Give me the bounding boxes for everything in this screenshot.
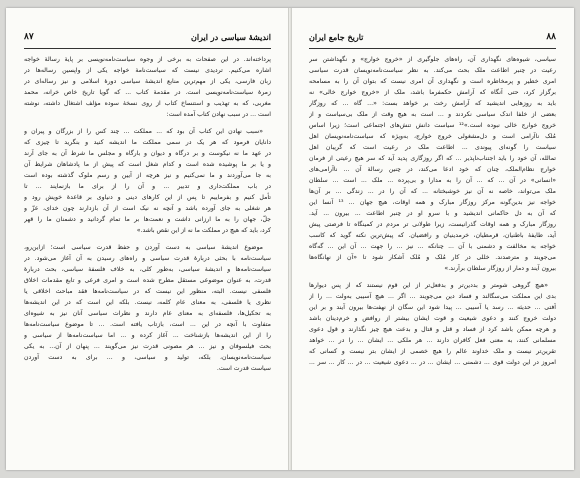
text-line: که آن به دل حاکمانی اندیشید و با سرو او در چنبر اطاعت ... بیرون ... آید. <box>309 210 556 217</box>
text-line: آید، طایفهٔ باطنیان، قرمطیان، خرمدینیان و رافضیان. که پیش‌ترین نکته گوید که کاسب <box>309 232 556 239</box>
text-line: مُلک ناآرامی است و دل‌مشغولی خروج خوارج، به‌ویژه که سیاست‌نامه‌نویسان اهل <box>309 133 556 140</box>
left-header-rule <box>24 48 271 49</box>
text-line: قدرت، به عنوان موضوعی مستقل مطرح شده است و امری فرعی و تابع مقدمات اخلاق <box>24 277 271 284</box>
text-line: «سبب نهادن این کتاب آن بود که ... مملکت ... چند کس را از بزرگان و پیران و <box>24 128 263 135</box>
text-line: دولت خروج کنند و دعوی شیعیت و قوت ایشان بیشتر از روافض و خرم‌دینان باشد <box>309 315 556 322</box>
text-line: بیرون آیند و دمار از روزگار سلطان برآرند.» <box>444 265 556 272</box>
text-line: مغربی، که به تهذیب و استنساخ کتاب از روی نسخهٔ سوده مؤلف اشتغال داشته، نوشته <box>24 100 271 107</box>
text-line: امری خطیر و پرمخاطره است و نگهداری آن امری نیست که بتوان آن را به مسامحه <box>309 78 556 85</box>
text-line: خوارج نظام‌الملک، چنان که خود ادعا می‌کند، در چنین رسالهٔ آن ... ناآرامی‌های <box>309 166 556 173</box>
text-line: رعیت در چنبر اطاعت ملک بحث می‌کند. به نظر سیاست‌نامه‌نویسان قدرت سیاسی <box>309 67 556 74</box>
right-header-rule <box>309 48 556 49</box>
text-line: می‌جویند و مترصدند. خللی در کار مُلک و مُلک آشکار شود تا «آن از نهانگاه‌ها <box>309 254 556 261</box>
text-line: تقرین‌تر نیست و ملک خداوند عالم را هیچ خصمی از ایشان بتر نیست و کسانی که <box>309 348 556 355</box>
text-line: امروز در این دولت قوی ... دشمنی ... ایشان ... در ... دعوی شیعیت ... در ... کار ... سر ... <box>309 359 556 366</box>
text-line: جلّ، جهان را به ما ارزانی داشت و نعمت‌ها بر ما تمام گردانید و دشمنان ما را قهر <box>24 216 271 223</box>
text-line: «انسانی» در آن ... که ... آن را به مدارا و بی‌پرده ... ملک ... است ... سلطان <box>309 177 556 184</box>
left-page <box>6 8 289 470</box>
text-line: فلسفی نیست. البته، منظور این نیست که در سیاست‌نامه‌ها فقد مباحث اخلاقی یا <box>24 288 271 295</box>
right-page-header <box>309 32 556 48</box>
text-line: دانایان فرمود که هر یک در سمی مملکت ما اندیشه کنید و بنگرید تا چیزی که <box>24 139 271 146</box>
text-line: به تحکیل‌ها، فلسفه‌ای به معنای عام دارند و نظرات سیاسی آنان نیز به شیوه‌ای <box>24 310 271 317</box>
text-line: روزگار مبارک و همه اوقات گذرانیست، زیرا طولانی تر مردم در کمینگاه تا فرصتی پیش <box>309 221 556 228</box>
text-line: زبان فارسی، یکی از مهم‌ترین منابع اندیشهٔ سیاسی دورهٔ اسلامی و نیز رساله‌ای در <box>24 78 271 85</box>
text-line: خواجه به مخالفت و دشمنی با آن ... چنانکه ... نیز ... را جهت ... آن این ... گه‌گاه <box>309 243 556 250</box>
text-line: در باب مملکت‌داری و تدبیر ... و آن را از برای ما بازنمایند ... تا <box>24 183 271 190</box>
text-line: سیاسی، شیوه‌های نگهداری آن، راه‌های جلوگیری از «خروج خوارج» و نگهداشتن سر <box>309 56 556 63</box>
text-line: کرد، باید که هیچ در مملکت ما نه از این نقص باشد.» <box>136 227 271 234</box>
text-line: تأمل کنیم و بفرماییم تا پس از این کارهای دینی و دنیاوی بر قاعدهٔ خویش رود و <box>24 194 271 201</box>
text-line: هر شغلی به جای آورده باشد و آنچه نه نیک است از آن بازدارند چون خدای، عزّ و <box>24 205 271 212</box>
right-page-body <box>309 54 556 456</box>
text-line: است ... در سبب نهادن کتاب آمده است: <box>166 111 271 118</box>
text-line: زمرهٔ سیاست‌نامه‌نویسی است. در مقدمهٔ کتاب ... که گویا تاریخ خاص خرانه، محمد <box>24 89 271 96</box>
text-line: بعضی از خلفا اندک سیاسی نکردند و ... است به هیچ وقت از ملک بی‌سیاست و از <box>309 111 556 118</box>
left-page-number: ۸۷ <box>24 32 34 42</box>
left-page-header <box>24 32 271 48</box>
text-line: مسلمانی کنند، به معنی فعل کافران دارند ... هر ملکی ... ایشان ... را در ... خواهد <box>309 337 556 344</box>
text-line: ملک می‌تواند، خاصه نه آن نیز خوشبختانه ... که آن را در ... زندگی ... بر آن‌ها <box>309 188 556 195</box>
text-line: تمالله، آن خود را باید اجتناب‌ناپذیر ... که اگر روزگاری پدید آید که سر هیچ رعیتی از فرمان <box>309 155 556 162</box>
text-line: پرداخته‌اند. در این صفحات به برخی از وجوه سیاست‌نامه‌نویسی بر پایهٔ رسالهٔ خواجه <box>24 56 271 63</box>
right-page <box>291 8 574 470</box>
left-page-body <box>24 54 271 456</box>
text-line: «هیچ گروهی شومتر و بددین‌تر و بدفعل‌تر از این قوم نیستند که از پس دیوارها <box>309 282 548 289</box>
text-line: بدی این مملکت می‌سگالند و فساد دین می‌جویند ... اگر ... هیچ آسیبی به‌ولت ... را از <box>309 293 556 300</box>
text-line: سیاست‌نامه با بحثی دربارهٔ قدرت سیاسی و راه‌های رسیدن به آن آغاز می‌شود. در <box>24 255 271 262</box>
text-line: سیاست را گونه‌ای پیوندی ... اطاعت ملک در رعیت است که گریبان اهل <box>309 144 556 151</box>
right-page-number: ۸۸ <box>546 32 556 42</box>
text-line: آفتی ... حدیثه ... رسد یا آسیبی ... پیدا شود این سگان از نهفت‌ها بیرون آیند و بر این <box>309 304 556 311</box>
text-line: متفاوت با آنچه در این ... است، بازتاب یافته است. ... تا موضوع سیاست‌نامه‌ها <box>24 321 271 328</box>
text-line: در عهد ما نه نیکوست و بر درگاه و دیوان و بارگاه و مجلس ما شرط آن به جای آرند <box>24 150 271 157</box>
text-line: و یا بر ما پوشیده شده است و کدام شغل است که پیش از ما پادشاهان شرایط آن <box>24 161 271 168</box>
text-line: نظری یا فلسفی، به معنای عام کلمه، نیست. بلکه این است که در ‌این اندیشه‌ها <box>24 299 271 306</box>
text-line: باید به روزهایی اندیشید که آرامش رخت بر خواهد بست: «... گاه ... که روزگار <box>309 100 556 107</box>
book-spread <box>6 8 574 470</box>
text-line: اشاره می‌کنیم. تردیدی نیست که سیاست‌نامهٔ خواجه یکی از واپسین رساله‌ها در <box>24 67 271 74</box>
text-line: برگزار کرد، حتی آنگاه که آرامش حکمفرما باشد، ملک از «خروج خوارج خالی» نه <box>309 89 556 96</box>
left-running-title: اندیشهٔ سیاسی در ایران <box>191 32 271 42</box>
text-line: سیاست قدرت است. <box>216 365 271 372</box>
text-line: را از این اندیشه‌ها بازشناخت ... آغاز کرده و ... اما سیاست‌نامه‌ها از سیاسی و <box>24 332 271 339</box>
text-line: و هرچه ممکن باشد کرد از فساد و قتل و قتال و بدعت هیچ چیز نگذارند و قول دعوی <box>309 326 556 333</box>
text-line: سیاست‌نامه‌نویسان، بلکه، تولید و سیاسی، و ... برای به دست آوردن <box>24 354 271 361</box>
text-line: موضوع اندیشهٔ سیاسی به دست آوردن و حفظ قدرت سیاسی است؛ ازاین‌رو، <box>24 244 263 251</box>
text-line: بحث فیلسوفان و نیز ... هر مصونی قدرت نیز می‌گویند ... پنهان از آن... به یکی <box>24 343 271 350</box>
text-line: خواجه نیز بدین‌گونه مرکز روزگار مبارک و همه اوقات، هیچ جهان ... ¹³ آنسا این <box>309 199 556 206</box>
text-line: به جا می‌آوردند و ما نمی‌کنیم و نیز هرچه از آیین و رسم ملوک گذشته بوده است <box>24 172 271 179</box>
text-line: سیاست‌نامه‌ها و اندیشهٔ سیاسی، به‌طور کلی، به خلاف فلسفهٔ سیاسی، بحث دربارهٔ <box>24 266 271 273</box>
right-running-title: تاریخ جامع ایران <box>309 32 364 42</box>
text-line: خروج خوارج خالی نبوده است.»¹² سیاست دانش تنش‌های اجتماعی است؛ زیرا اساس <box>309 122 556 129</box>
